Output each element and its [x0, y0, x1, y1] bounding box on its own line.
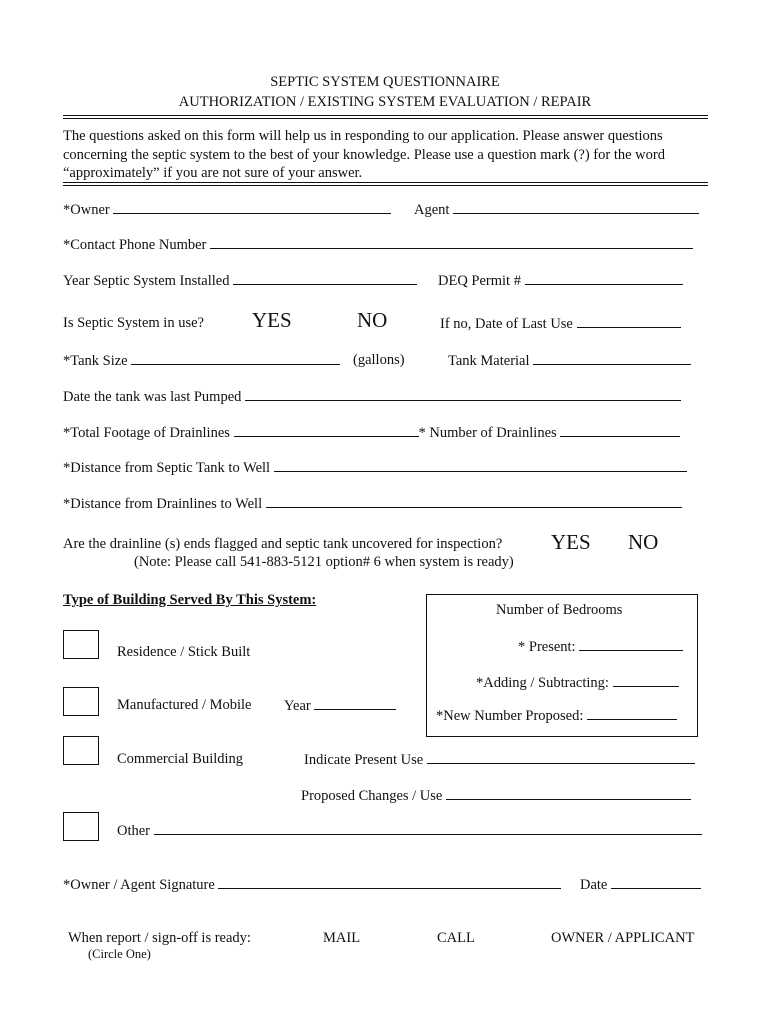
bedrooms-present-row — [518, 637, 683, 656]
bedrooms-adding-row — [476, 673, 679, 692]
other-label: Other — [117, 823, 151, 839]
year-installed-field[interactable] — [233, 271, 417, 285]
manufactured-year-label: Year — [284, 698, 311, 714]
manufactured-year-field[interactable] — [314, 696, 396, 710]
total-footage-label: *Total Footage of Drainlines — [63, 425, 230, 441]
deq-permit-row — [438, 271, 683, 290]
agent-label: Agent — [414, 202, 450, 218]
proposed-changes-label: Proposed Changes / Use — [301, 788, 443, 804]
present-use-field[interactable] — [427, 750, 695, 764]
mail-option[interactable]: MAIL — [323, 930, 361, 946]
building-type-heading: Type of Building Served By This System: — [63, 592, 317, 608]
form-subtitle: AUTHORIZATION / EXISTING SYSTEM EVALUATION / REPAIR — [178, 94, 592, 110]
divider-bottom — [63, 182, 708, 186]
in-use-no-option[interactable]: NO — [357, 308, 388, 332]
last-pumped-row — [63, 387, 681, 406]
bedrooms-new-label: *New Number Proposed: — [436, 708, 584, 724]
distance-drainlines-well-field[interactable] — [266, 494, 682, 508]
proposed-changes-row — [301, 786, 691, 805]
gallons-label: (gallons) — [353, 352, 405, 368]
signature-date-field[interactable] — [611, 875, 701, 889]
agent-row — [414, 200, 699, 219]
circle-one-note: (Circle One) — [88, 947, 151, 961]
intro-paragraph: The questions asked on this form will help us in responding to our application. Please answer questions concerning the septic system to the best of your knowledge. Please use a question mark (?) for the word “approximately” if you are not sure of your answer. — [63, 128, 665, 181]
proposed-changes-field[interactable] — [446, 786, 691, 800]
contact-phone-row — [63, 235, 693, 254]
bedrooms-new-row — [436, 706, 677, 725]
commercial-checkbox[interactable] — [63, 736, 99, 765]
residence-label: Residence / Stick Built — [117, 644, 251, 660]
agent-field[interactable] — [453, 200, 699, 214]
tank-size-label: *Tank Size — [63, 353, 128, 369]
manufactured-label: Manufactured / Mobile — [117, 697, 252, 713]
tank-material-row — [448, 351, 691, 370]
owner-row — [63, 200, 391, 219]
num-drainlines-label: * Number of Drainlines — [418, 425, 557, 441]
tank-size-row — [63, 351, 340, 370]
num-drainlines-field[interactable] — [560, 423, 680, 437]
call-option[interactable]: CALL — [437, 930, 475, 946]
owner-field[interactable] — [113, 200, 391, 214]
contact-phone-field[interactable] — [210, 235, 693, 249]
flagged-yes-option[interactable]: YES — [551, 530, 591, 554]
bedrooms-present-field[interactable] — [579, 637, 683, 651]
divider-top — [63, 115, 708, 119]
contact-phone-label: *Contact Phone Number — [63, 237, 207, 253]
flagged-question: Are the drainline (s) ends flagged and septic tank uncovered for inspection? — [63, 536, 503, 552]
last-use-row — [440, 314, 681, 333]
distance-tank-well-row — [63, 458, 687, 477]
other-checkbox[interactable] — [63, 812, 99, 841]
signature-date-row — [580, 875, 701, 894]
deq-permit-label: DEQ Permit # — [438, 273, 521, 289]
signature-date-label: Date — [580, 877, 608, 893]
year-installed-label: Year Septic System Installed — [63, 273, 230, 289]
total-footage-row — [63, 423, 680, 442]
distance-tank-well-field[interactable] — [274, 458, 687, 472]
flagged-no-option[interactable]: NO — [628, 530, 659, 554]
owner-label: *Owner — [63, 202, 110, 218]
form-title: SEPTIC SYSTEM QUESTIONNAIRE — [270, 74, 500, 90]
bedrooms-title: Number of Bedrooms — [496, 602, 623, 618]
deq-permit-field[interactable] — [525, 271, 683, 285]
in-use-yes-option[interactable]: YES — [252, 308, 292, 332]
distance-tank-well-label: *Distance from Septic Tank to Well — [63, 460, 271, 476]
commercial-label: Commercial Building — [117, 751, 244, 767]
distance-drainlines-well-row — [63, 494, 682, 513]
bedrooms-adding-label: *Adding / Subtracting: — [476, 675, 609, 691]
bedrooms-present-label: * Present: — [518, 639, 576, 655]
present-use-row — [304, 750, 695, 769]
bedrooms-new-field[interactable] — [587, 706, 677, 720]
bedrooms-adding-field[interactable] — [613, 673, 679, 687]
signature-field[interactable] — [218, 875, 561, 889]
distance-drainlines-well-label: *Distance from Drainlines to Well — [63, 496, 263, 512]
last-use-field[interactable] — [577, 314, 681, 328]
in-use-question: Is Septic System in use? — [63, 315, 204, 331]
year-installed-row — [63, 271, 417, 290]
signature-row — [63, 875, 561, 894]
manufactured-checkbox[interactable] — [63, 687, 99, 716]
flagged-note: (Note: Please call 541-883-5121 option# 6 when system is ready) — [134, 554, 514, 570]
present-use-label: Indicate Present Use — [304, 752, 424, 768]
owner-applicant-option[interactable]: OWNER / APPLICANT — [551, 930, 695, 946]
last-pumped-label: Date the tank was last Pumped — [63, 389, 242, 405]
tank-material-label: Tank Material — [448, 353, 530, 369]
signature-label: *Owner / Agent Signature — [63, 877, 215, 893]
manufactured-year-row — [284, 696, 396, 715]
other-row — [117, 821, 702, 840]
residence-checkbox[interactable] — [63, 630, 99, 659]
last-use-label: If no, Date of Last Use — [440, 316, 573, 332]
last-pumped-field[interactable] — [245, 387, 681, 401]
tank-material-field[interactable] — [533, 351, 691, 365]
other-field[interactable] — [154, 821, 702, 835]
total-footage-field[interactable] — [234, 423, 419, 437]
tank-size-field[interactable] — [131, 351, 340, 365]
report-label: When report / sign-off is ready: — [68, 930, 251, 946]
